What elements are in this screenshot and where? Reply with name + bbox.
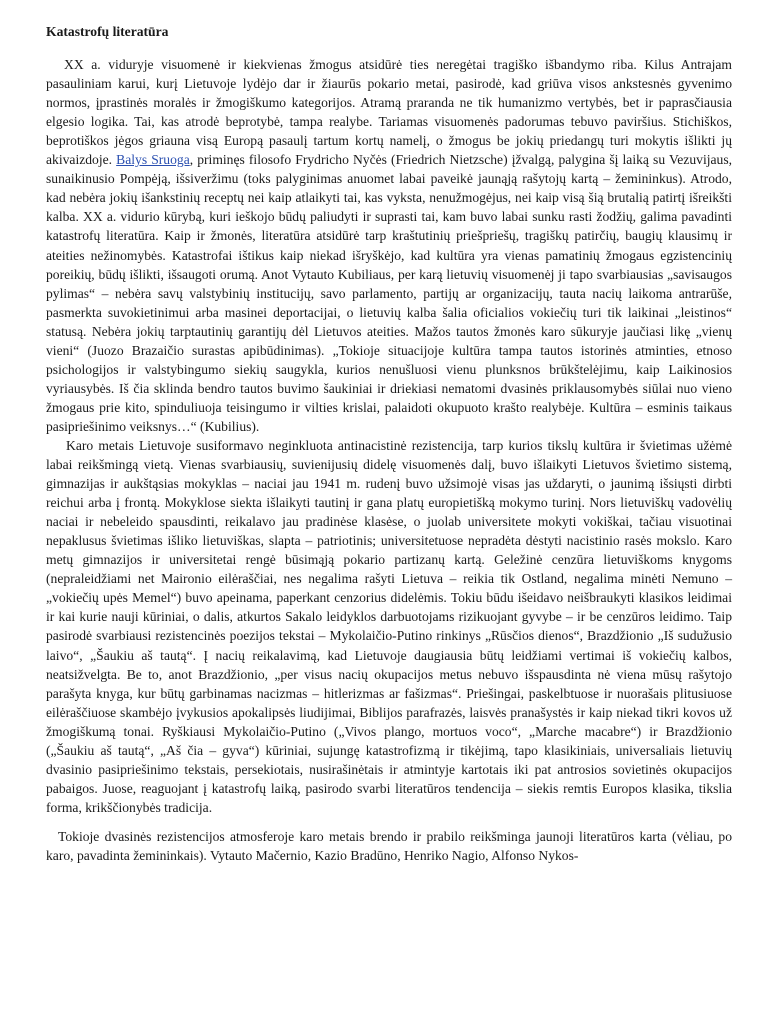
paragraph-1-text-start: XX a. viduryje visuomenė ir kiekvienas žmogus atsidūrė ties neregėtai tragiško išbandymo riba. Kilus Antrajam pasauliniam karui, kurį Lietuvoje lydėjo dar ir žiaurūs pokario metai, pasirodė, kad griūva visos ankstesnės gyvenimo normos, įprastinės moralės ir žmogiškumo kategorijos. Atramą praranda ne tik humanizmo vertybės, bet ir paprasčiausia elgesio logika. Tai, kas atrodė beprotybė, tampa realybe. Tariamas visuomenės padorumas tebuvo paviršius. Stichiškos, beprotiškos jėgos griauna visą Europą pasaulį tartum kortų namelį, o žmogus be jokių priedangų turi mokytis išlikti jų akivaizdoje. [46, 57, 732, 168]
paragraph-3: Tokioje dvasinės rezistencijos atmosferoje karo metais brendo ir prabilo reikšminga jaunoji literatūros karta (vėliau, po karo, pavadinta žemininkais). Vytauto Mačernio, Kazio Bradūno, Henriko Nagio, Alfonso Nykos- [46, 828, 732, 863]
document-title: Katastrofų literatūra [46, 24, 169, 39]
paragraph-1-text-end: , priminęs filosofo Frydricho Nyčės (Friedrich Nietzsche) įžvalgą, palygina šį laiką su Vezuvijaus, sunaikinusio Pompėją, išsiveržimu (toks palyginimas anuomet labai paveikė jaunąją rašytojų kartą – žemininkus). Atrodo, kad nebėra jokių išankstinių receptų nei kaip atlaikyti tai, kas vyksta, nenužmogėjus, nei kaip visą šią brutalią patirtį išreikšti kalba. XX a. vidurio kūrybą, kuri ieškojo būdų paliudyti ir suprasti tai, kam buvo labai sunku rasti žodžių, galima pavadinti katastrofų literatūra. Kaip ir žmonės, literatūra atsidūrė tarp kraštutinių priešpriešų, tragiškų patirčių, baugių klausimų ir ateities nežinomybės. Katastrofai ištikus kaip niekad išryškėjo, kad kultūra yra vienas pamatinių žmogaus egzistencinių poreikių, būdų išlikti, išsaugoti orumą. Anot Vytauto Kubiliaus, per karą lietuvių visuomenėj ji tapo svarbiausias „savisaugos pylimas“ – nebėra savų valstybinių institucijų, savo parlamento, partijų ar organizacijų, tauta nacių laikoma antrarūše, pasmerkta suvokietinimui arba masinei deportacijai, o lietuvių kalba šalia oficialios vokiečių turi tik laikinai „leistinos“ statusą. Nebėra jokių tarptautinių garantijų dėl Lietuvos ateities. Mažos tautos žmonės karo sūkuryje jaučiasi likę „vienų vieni“ (Juozo Brazaičio surastas apibūdinimas). „Tokioje situacijoje kultūra tampa tautos istorinės atminties, etnoso psichologijos ir valstybingumo siekių saugykla, kurios nenušluosi vienu plunksnos brūkštelėjimu, kaip Laikinosios vyriausybės. Iš čia sklinda bendro tautos buvimo šaukiniai ir driekiasi nematomi dvasinės priklausomybės siūlai nuo vieno žmogaus prie kito, spinduliuoja teisingumo ir vilties krislai, palaidoti okupuoto krašto realybėje. Kultūra – esminis taikaus pasipriešinimo veiksnys…“ (Kubilius). [46, 152, 733, 434]
balys-sruoga-link[interactable]: Balys Sruoga [116, 152, 190, 168]
paragraph-1 [46, 55, 732, 436]
paragraph-2: Karo metais Lietuvoje susiformavo neginkluota antinacistinė rezistencija, tarp kurios tikslų kultūra ir švietimas užėmė labai reikšmingą vietą. Vienas svarbiausių, suvienijusių didelę visuomenės dalį, buvo išlaikyti Lietuvos švietimo sistemą, gimnazijas ir aukštąsias mokyklas – naciai jau 1941 m. rudenį buvo užsimojė visas jas uždaryti, o jaunimą išsiųsti dirbti reichui arba į frontą. Mokyklose siekta išlaikyti tautinį ir gana platų europietišką mokymo turinį. Nors lietuviškų vadovėlių naciai ir nebeleido spausdinti, reikalavo jau pradinėse klasėse, o juolab universitete mokyti vokiškai, tačiau visuotinai nepaklusus švietimas išliko lietuviškas, slapta – patriotinis; universitetuose nepradėta dėstyti nacistinio rasės mokslo. Karo metų gimnazijos ir universitetai rengė būsimąją pokario partizanų kartą. Geležinė cenzūra lietuviškoms knygoms (nepraleidžiami net Maironio eilėraščiai, nes negalima rašyti Lietuva – reikia tik Ostland, negalima minėti Nemuno – „vokiečių upės Memel“) buvo apeinama, paperkant cenzorius didelėmis. Tokiu būdu išeidavo neišbraukyti klasikos leidimai ir kai kurie nauji kūriniai, o dalis, atkurtos Sakalo leidyklos darbuotojams rizikuojant gyvybe – ir be cenzūros leidimo. Taip pasirodė svarbiausi rezistencinės poezijos tekstai – Mykolaičio-Putino rinkinys „Rūsčios dienos“, Brazdžionio „Iš sudužusio laivo“, „Šaukiu aš tautą“. Į nacių reikalavimą, kad Lietuvoje daugiausia būtų leidžiami vertimai iš vokiečių kalbos, neatsižvelgta. Be to, anot Brazdžionio, „per visus nacių okupacijos metus nebuvo išspausdinta nė viena mūsų rašytojo parašyta knyga, kur būtų garbinamas nacizmas – hitlerizmas ar fašizmas“. Priešingai, paskelbtuose ir nuorašais plitusiuose eilėraščiuose skambėjo įvykusios apokalipsės liudijimai, Biblijos parafrazės, laisvės pranašystės ir kaip niekad tikri kovos už žmogiškumą tonai. Ryškiausi Mykolaičio-Putino („Vivos plango, mortuos voco“, „Marche macabre“) ir Brazdžionio („Šaukiu aš tautą“, „Aš čia – gyva“) kūriniai, sujungę katastrofizmą ir tikėjimą, tapo klasikiniais, universaliais lietuvių dvasinio pasipriešinimo tekstais, persekiotais, nusirašinėtais ir atmintyje kartotais iki pat antrosios sovietinės okupacijos pabaigos. Juose, reaguojant į katastrofų laiką, pasirodo svarbi literatūros tendencija – siekis remtis Europos klasika, tikslia forma, krikščionybės tradicija. [46, 437, 732, 815]
